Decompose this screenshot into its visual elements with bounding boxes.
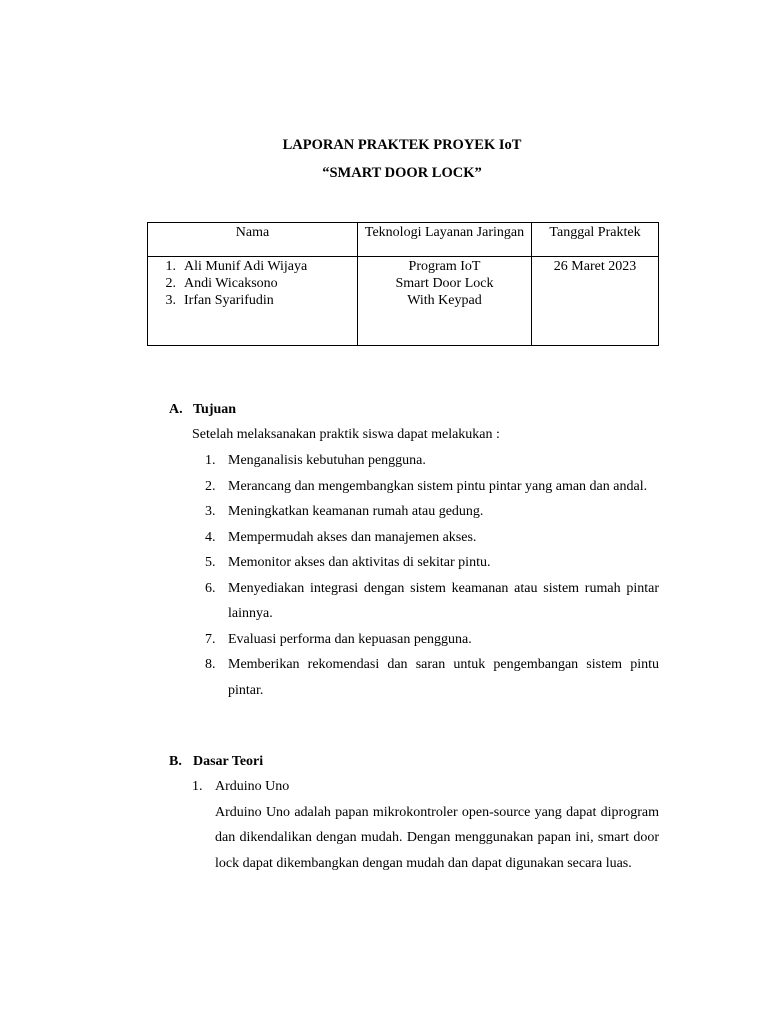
list-item	[205, 525, 659, 551]
list-text: Mempermudah akses dan manajemen akses.	[228, 529, 477, 545]
list-item	[205, 550, 659, 576]
theory-subsection	[192, 774, 659, 876]
member-name: Ali Munif Adi Wijaya	[184, 259, 308, 274]
list-text: Merancang dan mengembangkan sistem pintu pintar yang aman dan andal.	[228, 478, 648, 494]
list-number: 1.	[205, 453, 216, 468]
section-b-heading	[169, 754, 263, 770]
report-title: LAPORAN PRAKTEK PROYEK IoT	[282, 137, 522, 153]
list-text: Meningkatkan keamanan rumah atau gedung.	[228, 504, 484, 519]
subsection-title: Arduino Uno	[215, 779, 290, 794]
header-teknologi: Teknologi Layanan Jaringan	[358, 223, 532, 257]
table-header-row	[148, 223, 659, 257]
subsection-heading	[192, 774, 659, 800]
table-row	[148, 257, 659, 346]
list-number: 5.	[205, 555, 216, 570]
list-item	[152, 292, 353, 309]
technology-line: With Keypad	[407, 293, 482, 308]
list-item	[205, 474, 659, 500]
list-number: 1.	[165, 259, 176, 274]
list-item	[152, 258, 353, 275]
list-text: Menganalisis kebutuhan pengguna.	[228, 453, 426, 468]
section-letter: A.	[169, 402, 183, 417]
list-number: 3.	[165, 293, 176, 308]
list-item	[205, 627, 659, 653]
technology-cell	[358, 257, 532, 346]
objectives-list	[205, 448, 659, 703]
list-text: Memberikan rekomendasi dan saran untuk pengembangan sistem pintu pintar.	[228, 657, 659, 698]
list-number: 6.	[205, 580, 216, 596]
section-title: Tujuan	[193, 402, 237, 417]
list-number: 7.	[205, 631, 216, 647]
section-letter: B.	[169, 754, 182, 769]
list-number: 3.	[205, 504, 216, 519]
info-table	[147, 222, 659, 346]
list-text: Memonitor akses dan aktivitas di sekitar pintu.	[228, 555, 491, 570]
names-cell	[148, 257, 358, 346]
list-number: 2.	[165, 276, 176, 291]
member-name: Irfan Syarifudin	[184, 293, 274, 308]
names-list	[152, 258, 353, 309]
subsection-body: Arduino Uno adalah papan mikrokontroler open-source yang dapat diprogram dan dikendalikan dengan mudah. Dengan menggunakan papan ini, smart door lock dapat dikembangkan dengan mudah dan dapat digunakan secara luas.	[215, 804, 659, 871]
list-item	[205, 499, 659, 525]
list-number: 2.	[205, 478, 216, 494]
member-name: Andi Wicaksono	[184, 276, 278, 291]
technology-line: Smart Door Lock	[395, 276, 494, 291]
list-text: Menyediakan integrasi dengan sistem keamanan atau sistem rumah pintar lainnya.	[228, 580, 659, 621]
list-number: 4.	[205, 529, 216, 545]
list-item	[205, 652, 659, 703]
header-tanggal: Tanggal Praktek	[532, 223, 659, 257]
list-item	[205, 448, 659, 474]
technology-line: Program IoT	[408, 259, 481, 274]
list-text: Evaluasi performa dan kepuasan pengguna.	[228, 631, 472, 647]
report-subtitle: “SMART DOOR LOCK”	[322, 165, 482, 181]
list-item	[205, 576, 659, 627]
section-a-heading	[169, 402, 236, 418]
section-title: Dasar Teori	[193, 754, 264, 769]
header-nama: Nama	[148, 223, 358, 257]
list-number: 1.	[192, 779, 203, 794]
section-a-intro: Setelah melaksanakan praktik siswa dapat melakukan :	[192, 427, 500, 442]
date-cell: 26 Maret 2023	[532, 257, 659, 346]
list-number: 8.	[205, 657, 216, 672]
list-item	[152, 275, 353, 292]
